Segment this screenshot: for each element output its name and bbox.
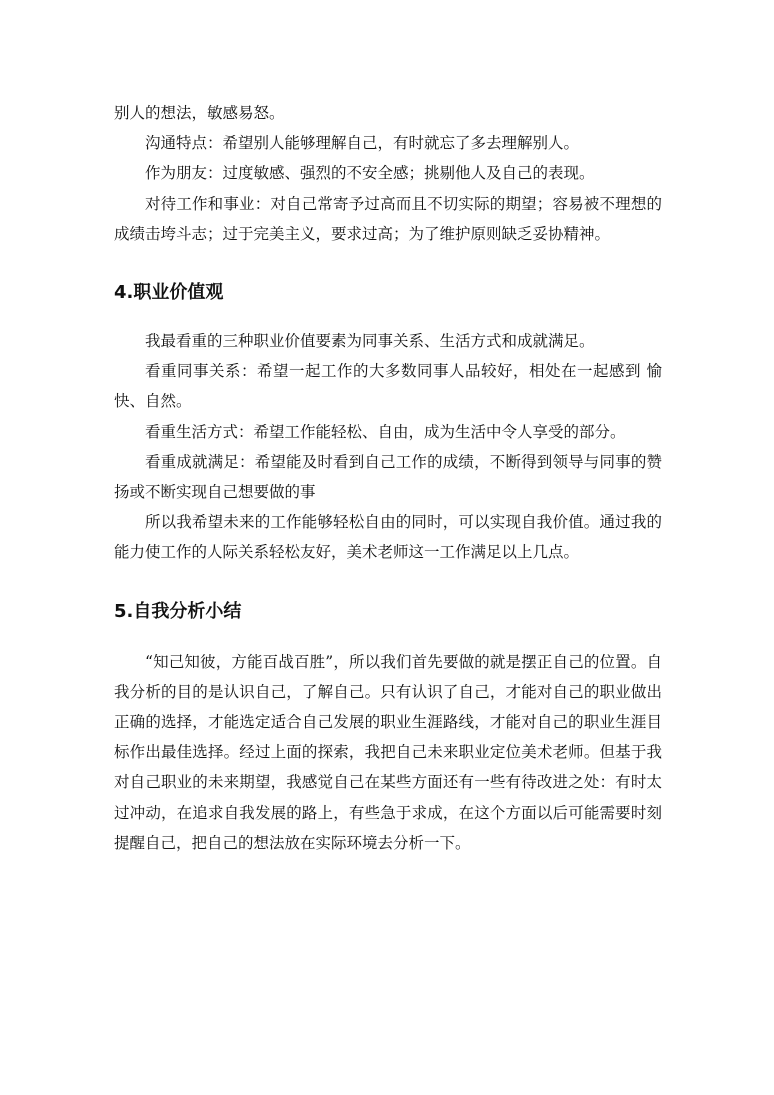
paragraph-achievement: 看重成就满足：希望能及时看到自己工作的成绩，不断得到领导与同事的赞扬或不断实现自己想要做的事	[114, 452, 662, 502]
paragraph-values-summary: 我最看重的三种职业价值要素为同事关系、生活方式和成就满足。	[145, 332, 595, 351]
paragraph-work-attitude: 对待工作和事业：对自己常寄予过高而且不切实际的期望；容易被不理想的成绩击垮斗志；过于完美主义，要求过高；为了维护原则缺乏妥协精神。	[114, 194, 662, 243]
paragraph-self-analysis: “知己知彼，方能百战百胜”，所以我们首先要做的就是摆正自己的位置。自我分析的目的是认识自己，了解自己。只有认识了自己，才能对自己的职业做出正确的选择，才能选定适合自己发展的职业生涯路线，才能对自己的职业生涯目标作出最佳选择。经过上面的探索，我把自己未来职业定位美术老师。但基于我对自己职业的未来期望，我感觉自己在某些方面还有一些有待改进之处：有时太过冲动，在追求自我发展的路上，有些急于求成，在这个方面以后可能需要时刻提醒自己，把自己的想法放在实际环境去分析一下。	[114, 652, 662, 852]
paragraph-continuation: 别人的想法，敏感易怒。	[114, 104, 285, 122]
paragraph-colleague-relations: 看重同事关系：希望一起工作的大多数同事人品较好，相处在一起感到 愉快、自然。	[114, 362, 662, 411]
paragraph-values-conclusion: 所以我希望未来的工作能够轻松自由的同时，可以实现自我价值。通过我的能力使工作的人际关系轻松友好，美术老师这一工作满足以上几点。	[114, 513, 662, 562]
section-heading-self-analysis-summary: 5.自我分析小结	[114, 600, 242, 622]
paragraph-communication: 沟通特点：希望别人能够理解自己，有时就忘了多去理解别人。	[145, 134, 580, 153]
paragraph-as-friend: 作为朋友：过度敏感、强烈的不安全感；挑剔他人及自己的表现。	[145, 164, 595, 183]
section-heading-career-values: 4.职业价值观	[114, 282, 224, 304]
paragraph-lifestyle: 看重生活方式：希望工作能轻松、自由，成为生活中令人享受的部分。	[145, 422, 626, 441]
document-body	[114, 98, 662, 858]
